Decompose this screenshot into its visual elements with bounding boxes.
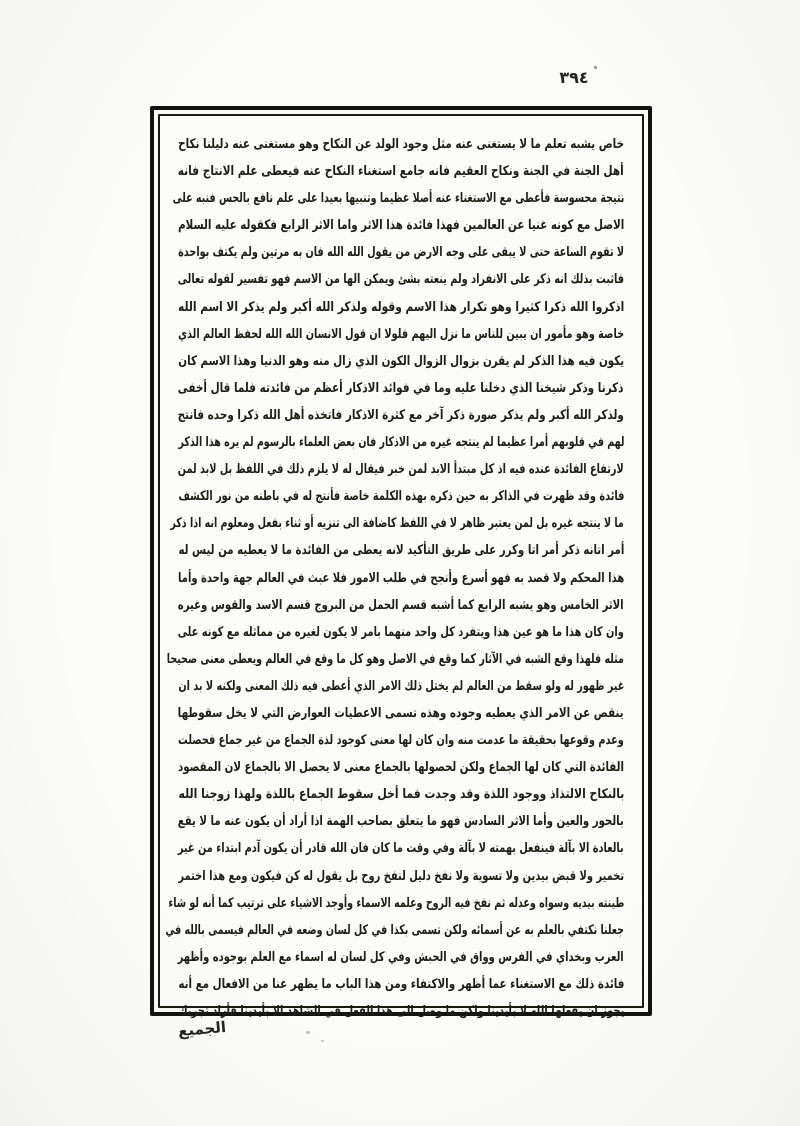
- text-line: بالحور والعين وأما الاثر السادس فهو ما يتعلق بصاحب الهمة اذا أراد أن يكون عنه ما لا يقع: [177, 814, 624, 830]
- text-line: لهم في قلوبهم أمرا عظيما لم ينتجه غيره من الاذكار فان بعض العلماء بالرسوم لم يره هذا الذكر: [177, 435, 624, 451]
- text-line: اذكروا الله ذكرا كثيرا وهو تكرار هذا الاسم وقوله ولذكر الله أكبر ولم يذكر الا اسم الله: [177, 299, 624, 315]
- text-line: ما لا ينتجه غيره بل لمن يعتبر ظاهر لا في اللفظ كاضافة الى تنزيه أو ثناء بفعل ومعلوم انه اذا ذكر: [170, 516, 624, 532]
- catchword: الجميع: [177, 1017, 227, 1041]
- text-line: نتيجة محسوسة فأعطى مع الاستغناء عنه أصلا عظيما وتنبيها بعيدا على علم نافع بالحس فنبه على: [172, 191, 624, 207]
- text-line: ولذكر الله أكبر ولم يذكر صورة ذكر آخر مع كثرة الاذكار فاتخذه أهل الله ذكرا وحده فانتج: [177, 407, 624, 423]
- text-line: الاثر الخامس وهو يشبه الرابع كما أشبه قسم الحمل من البروج قسم الاسد والقوس وغيره: [178, 597, 624, 613]
- text-line: مثله فلهذا وقع الشبه في الآثار كما وقع في الاصل وهو كل ما وقع في العالم ويعطى معنى صحيحا: [166, 651, 624, 667]
- text-line: خاصة وهو مأمور ان يبين للناس ما نزل اليهم فلولا ان قول الانسان الله الله لحفظ العالم الذي: [178, 326, 624, 342]
- scan-speck: [321, 1040, 324, 1042]
- text-line: جعلنا نكتفي بالعلم به عن أسمائه ولكن تسمى بكذا في كل لسان وضعه في العالم فيسمى بالله في: [165, 922, 624, 938]
- text-line: ينقص عن الامر الذي يعطيه وجوده وهذه تسمى الاعطيات العوارض التي لا يخل سقوطها: [178, 705, 624, 721]
- text-line: فائدة ذلك مع الاستغناء عما أظهر والاكتفاء ومن هذا الباب ما يظهر عنا من الافعال مع أنه: [177, 976, 624, 992]
- text-line: فاثبت بذلك انه ذكر على الانفراد ولم ينعته بشئ ويمكن الها من الاسم فهو تفسير لقوله تعالى: [177, 272, 624, 288]
- text-line: يجوز ان يفعلها الله لا بأيدينا ولكن ما وصل الى هذا الفعل في الشاهد الا بأيدينا فأراد تجربك: [178, 1004, 624, 1019]
- text-line: أمر اتانه ذكر أمر اتا وكرر على طريق التأكيد لانه يعطى من الفائدة ما لا يعطيه من ليس له: [178, 543, 624, 559]
- manuscript-text: [165, 126, 632, 1019]
- text-line: لارتفاع الفائدة عنده فيه اذ كل مبتدأ الابد لمن خبر فيقال له لا يلزم ذلك في اللفظ بل لابد لمن: [178, 462, 624, 478]
- text-line: يكون فيه هذا الذكر لم يقرن بزوال الزوال الكون الذي زال منه وهو الدنيا وهذا الاسم كان: [178, 353, 624, 369]
- text-line: بالعادة الا بآلة فينفعل بهمته لا بآلة وفي وقت ما كان فان الله قادر أن يكون آدم ابتداء من غير: [178, 841, 624, 857]
- scan-speck: [306, 1031, 310, 1034]
- text-line: بالنكاح الالتذاذ ووجود اللذة وقد وجدت فما أخل سقوط الجماع باللذة ولهذا زوجنا الله: [178, 787, 624, 803]
- text-line: العرب وبخداي في الفرس وواق في الحبش وفي كل لسان له اسماء مع العلم بوجوده وأظهر: [177, 949, 624, 965]
- text-line: لا تقوم الساعة حتى لا يبقى على وجه الارض من يقول الله الله فان به مرتين ولم يكتف بواحدة: [178, 245, 624, 261]
- text-line: وان كان هذا ما هو عين هذا ويتفرد كل واحد منهما بامر لا يكون لغيره من مماثله مع كونه على: [177, 624, 624, 640]
- text-line: هذا المحكم ولا قصد به فهو أسرع وأنجح في طلب الامور فلا عبث في العالم جهة واحدة وأما: [177, 570, 624, 586]
- text-line: أهل الجنة في الجنة ونكاح العقيم فانه جامع استغناء النكاح عنه فيعطى علم الانتاج فانه: [178, 164, 624, 180]
- text-line: فائدة وقد ظهرت في الذاكر به حين ذكره بهذه الكلمة خاصة فأنتج له في باطنه من نور الكشف: [178, 489, 624, 505]
- page-border-outer: [150, 106, 652, 1019]
- text-line: وعدم وقوعها بحقيقة ما عدمت منه وان كان لها معنى كوجود لذة الجماع من غير جماع فحصلت: [178, 733, 624, 749]
- page-border-inner: [158, 114, 644, 1019]
- text-line: ذكرنا وذكر شيخنا الذي دخلنا عليه وما في فوائد الاذكار أعظم من فائدته فلما قال أخفى: [178, 380, 624, 396]
- text-line: طينته بيديه وسواه وعدله ثم نفخ فيه الروح وعلمه الاسماء وأوجد الاشياء على ترتيب كما أنه لو شاء: [167, 895, 624, 911]
- text-line: تخمير ولا قبض بيدين ولا تسوية ولا نفخ دليل لنفخ روح بل يقول له كن فيكون ومع هذا اختمر: [178, 868, 624, 884]
- text-line: الفائدة التي كان لها الجماع ولكن لحصولها بالجماع معنى لا يحصل الا بالجماع لان المقصود: [178, 760, 624, 776]
- text-line: الاصل مع كونه غنيا عن العالمين فهذا فائدة هذا الاثر واما الاثر الرابع فكقوله عليه السلام: [177, 218, 624, 234]
- scan-speck: [594, 66, 597, 69]
- page-number: ٣٩٤: [559, 68, 589, 87]
- text-line: غير ظهور له ولو سقط من العالم لم يختل ذلك الامر الذي أعطى فيه ذلك المعنى ولكنه لا بد ان: [178, 678, 624, 694]
- text-line: خاص يشبه تعلم ما لا يستغنى عنه مثل وجود الولد عن النكاح وهو مستغنى عنه دليلنا نكاح: [178, 137, 624, 152]
